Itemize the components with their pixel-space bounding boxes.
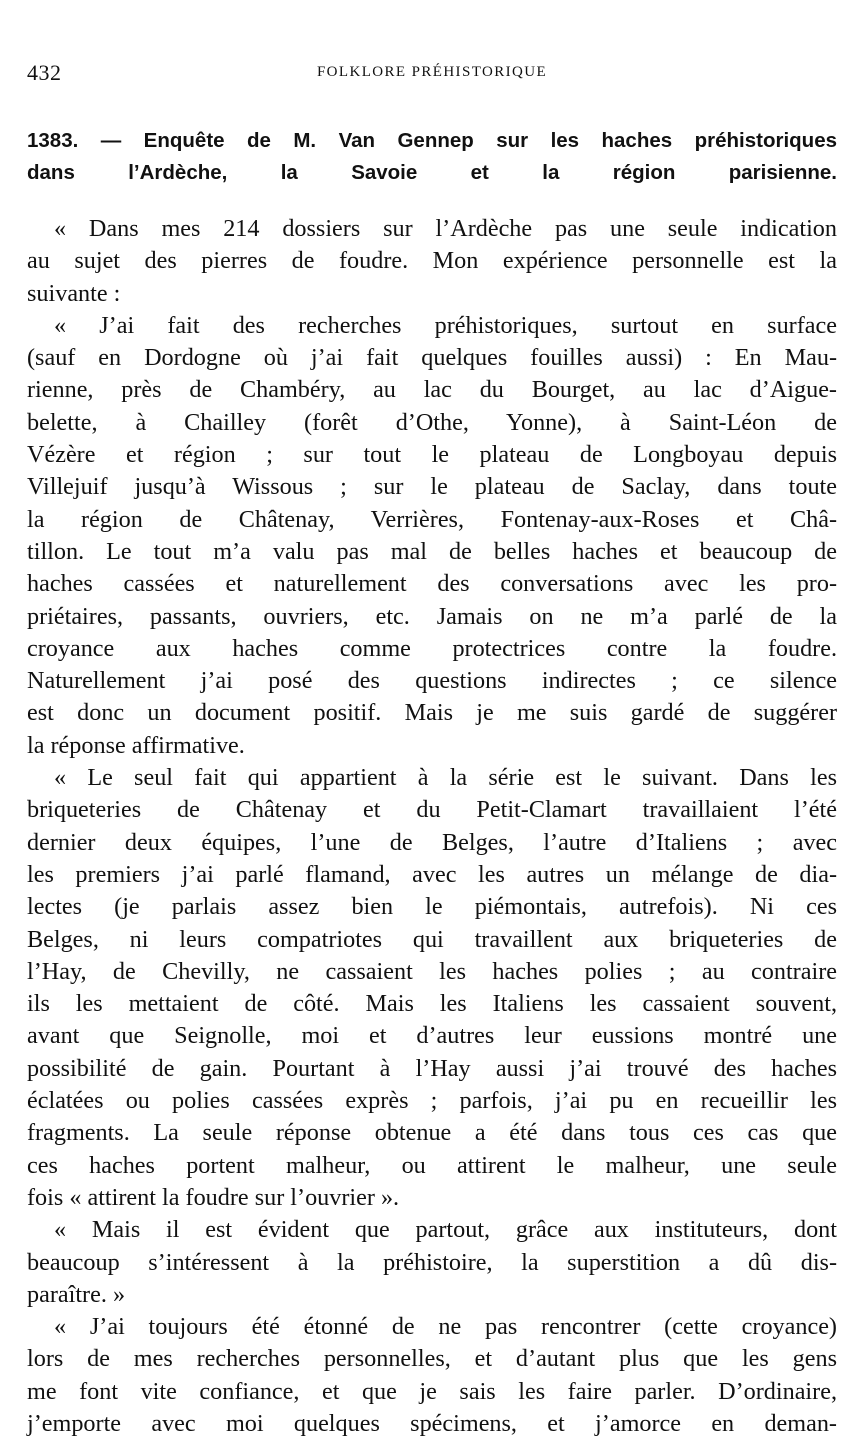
text-line: Naturellement j’ai posé des questions indirectes ; ce silence bbox=[27, 667, 837, 695]
entry-title-line: dans l’Ardèche, la Savoie et la région parisienne. bbox=[27, 161, 837, 184]
entry-title-line: 1383. — Enquête de M. Van Gennep sur les haches préhistoriques bbox=[27, 129, 837, 152]
text-line: les premiers j’ai parlé flamand, avec les autres un mélange de dia- bbox=[27, 860, 837, 888]
text-line: Vézère et région ; sur tout le plateau de Longboyau depuis bbox=[27, 441, 837, 469]
text-line: me font vite confiance, et que je sais les faire parler. D’ordinaire, bbox=[27, 1377, 837, 1405]
page-header bbox=[27, 60, 837, 90]
text-line: suivante : bbox=[27, 279, 121, 307]
text-line: Belges, ni leurs compatriotes qui travaillent aux briqueteries de bbox=[27, 925, 837, 953]
entry-title bbox=[27, 125, 837, 189]
text-line: Villejuif jusqu’à Wissous ; sur le plateau de Saclay, dans toute bbox=[27, 473, 837, 501]
paragraph bbox=[27, 213, 837, 310]
text-line: paraître. » bbox=[27, 1280, 126, 1308]
text-line: dernier deux équipes, l’une de Belges, l’autre d’Italiens ; avec bbox=[27, 828, 837, 856]
text-line: belette, à Chailley (forêt d’Othe, Yonne), à Saint-Léon de bbox=[27, 408, 837, 436]
text-line: lors de mes recherches personnelles, et d’autant plus que les gens bbox=[27, 1345, 837, 1373]
text-line: tillon. Le tout m’a valu pas mal de belles haches et beaucoup de bbox=[27, 537, 837, 565]
text-line: briqueteries de Châtenay et du Petit-Clamart travaillaient l’été bbox=[27, 796, 837, 824]
text-line: possibilité de gain. Pourtant à l’Hay aussi j’ai trouvé des haches bbox=[27, 1054, 837, 1082]
text-line: l’Hay, de Chevilly, ne cassaient les haches polies ; au contraire bbox=[27, 957, 837, 985]
text-line: (sauf en Dordogne où j’ai fait quelques fouilles aussi) : En Mau- bbox=[27, 344, 837, 372]
text-line: avant que Seignolle, moi et d’autres leur eussions montré une bbox=[27, 1022, 837, 1050]
text-line: « Dans mes 214 dossiers sur l’Ardèche pas une seule indication bbox=[54, 215, 837, 242]
text-line: rienne, près de Chambéry, au lac du Bourget, au lac d’Aigue- bbox=[27, 376, 837, 404]
paragraph bbox=[27, 1214, 837, 1311]
text-line: est donc un document positif. Mais je me suis gardé de suggérer bbox=[27, 699, 837, 727]
running-head: FOLKLORE PRÉHISTORIQUE bbox=[316, 64, 548, 80]
text-line: « J’ai toujours été étonné de ne pas rencontrer (cette croyance) bbox=[54, 1313, 837, 1341]
text-line: fois « attirent la foudre sur l’ouvrier ». bbox=[27, 1183, 400, 1211]
text-line: j’emporte avec moi quelques spécimens, et j’amorce en deman- bbox=[27, 1409, 837, 1437]
text-line: « Mais il est évident que partout, grâce aux instituteurs, dont bbox=[54, 1216, 837, 1244]
text-line: croyance aux haches comme protectrices contre la foudre. bbox=[27, 634, 837, 662]
body-text bbox=[27, 213, 837, 1440]
text-line: fragments. La seule réponse obtenue a été dans tous ces cas que bbox=[27, 1119, 837, 1147]
paragraph bbox=[27, 762, 837, 1214]
text-line: « Le seul fait qui appartient à la série est le suivant. Dans les bbox=[54, 764, 837, 792]
text-line: haches cassées et naturellement des conversations avec les pro- bbox=[27, 570, 837, 598]
text-line: « J’ai fait des recherches préhistoriques, surtout en surface bbox=[54, 311, 837, 339]
text-line: priétaires, passants, ouvriers, etc. Jamais on ne m’a parlé de la bbox=[27, 602, 837, 630]
text-line: lectes (je parlais assez bien le piémontais, autrefois). Ni ces bbox=[27, 893, 837, 921]
paragraph bbox=[27, 1311, 837, 1440]
page-number: 432 bbox=[27, 60, 62, 85]
text-line: la région de Châtenay, Verrières, Fontenay-aux-Roses et Châ- bbox=[27, 505, 837, 533]
text-line: éclatées ou polies cassées exprès ; parfois, j’ai pu en recueillir les bbox=[27, 1087, 837, 1115]
text-line: ils les mettaient de côté. Mais les Italiens les cassaient souvent, bbox=[27, 990, 837, 1018]
text-line: la réponse affirmative. bbox=[27, 731, 245, 759]
text-line: beaucoup s’intéressent à la préhistoire, la superstition a dû dis- bbox=[27, 1248, 837, 1276]
text-line: ces haches portent malheur, ou attirent le malheur, une seule bbox=[27, 1151, 837, 1179]
text-line: au sujet des pierres de foudre. Mon expérience personnelle est la bbox=[27, 247, 837, 275]
paragraph bbox=[27, 310, 837, 762]
